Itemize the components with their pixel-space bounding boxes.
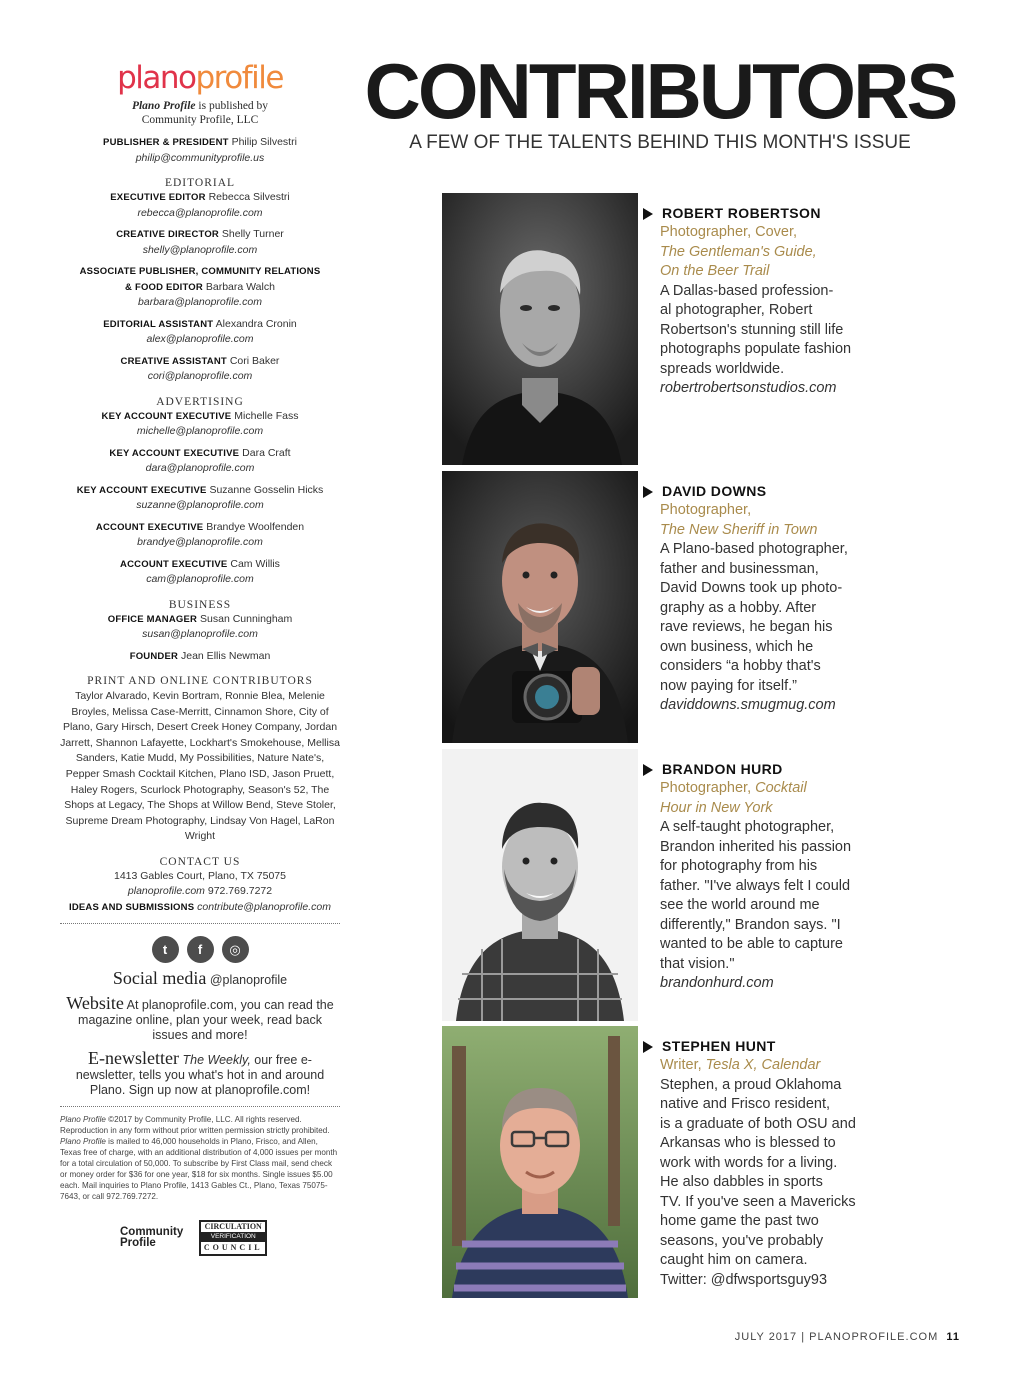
contributor-credit: Photographer, Cover, The Gentleman's Guide, On the Beer Trail — [660, 224, 817, 279]
staff-email[interactable]: barbara@planoprofile.com — [138, 296, 262, 308]
staff-entry: OFFICE MANAGER Susan Cunningham susan@planoprofile.com — [107, 612, 293, 640]
contributor-website[interactable]: robertrobertsonstudios.com — [660, 380, 837, 396]
founder-entry: FOUNDER Jean Ellis Newman — [129, 649, 271, 662]
publisher-logos — [60, 1220, 340, 1256]
staff-entry: ACCOUNT EXECUTIVE Cam Willis cam@planoprofile.com — [120, 557, 280, 585]
contributor-bio: A self-taught photographer, Brandon inherited his passion for photography from his father. "I've always felt I could see the world around me differently," Brandon says. "I wanted to be able to capture that vision." — [660, 819, 852, 972]
page-footer: JULY 2017 | PLANOPROFILE.COM 11 — [734, 1331, 960, 1343]
circulation-verification-council-logo: CIRCULATION VERIFICATION COUNCIL — [199, 1220, 267, 1256]
staff-email[interactable]: susan@planoprofile.com — [142, 628, 258, 640]
twitter-icon[interactable]: t — [152, 936, 179, 963]
triangle-bullet-icon — [643, 486, 653, 498]
contributor-info — [660, 1036, 860, 1290]
headline — [360, 48, 960, 154]
triangle-bullet-icon — [643, 764, 653, 776]
published-by: Plano Profile is published by Community Profile, LLC — [131, 100, 269, 126]
footer-site-link[interactable]: PLANOPROFILE.COM — [809, 1331, 939, 1343]
contributor-info — [660, 481, 860, 716]
contact-info: 1413 Gables Court, Plano, TX 75075 planoprofile.com 972.769.7272 IDEAS AND SUBMISSIONS contribute@planoprofile.com — [68, 869, 331, 913]
staff-email[interactable]: rebecca@planoprofile.com — [137, 206, 263, 219]
contributor-card — [442, 1026, 972, 1298]
contributors-list: Taylor Alvarado, Kevin Bortram, Ronnie Blea, Melenie Broyles, Melissa Case-Merritt, Cinnamon Shore, City of Plano, Gary Hirsch, Desert Creek Honey Company, Jordan Jarrett, Shannon Lafayette, Lockhart's Smokehouse, Mellisa Sanders, Katie Mudd, My Possibilities, Nature Nate's, Pepper Smash Cocktail Kitchen, Plano ISD, Jason Pruett, Haley Rogers, Scurlock Photography, Season's 52, The Shops at Legacy, The Shops at Willow Bend, Steve Stoler, Supreme Dream Photography, Lindsay Von Hagel, LaRon Wright — [60, 690, 340, 843]
contributor-credit: Photographer, The New Sheriff in Town — [660, 502, 818, 538]
legal-text: Plano Profile ©2017 by Community Profile, LLC. All rights reserved. Reproduction in any form without prior written permission strictly prohibited. Plano Profile is mailed to 46,000 households in Plano, Frisco, and Allen, Texas free of charge, with an additional distribution of 4,000 issues per month for a total circulation of 50,000. To subscribe by First Class mail, send check or money order for $36 for one year, $18 for six months. Single issues $5.00 each. Mail inquiries to Plano Profile, 1413 Gables Ct., Plano, Texas 75075-7643, or call 972.769.7272. — [60, 1115, 338, 1202]
divider — [60, 1106, 340, 1107]
staff-entry: ASSOCIATE PUBLISHER, COMMUNITY RELATIONS & FOOD EDITOR Barbara Walch barbara@planoprofile.com — [79, 266, 321, 308]
publisher-email[interactable]: philip@communityprofile.us — [135, 151, 265, 164]
publisher-entry: PUBLISHER & PRESIDENT Philip Silvestri philip@communityprofile.us — [103, 136, 297, 164]
enewsletter-blurb: E-newsletter The Weekly, our free e-newsletter, tells you what's hot in and around Plano. Sign up now at planoprofile.com! — [75, 1048, 325, 1098]
contributor-card — [442, 193, 972, 465]
page-subtitle: A FEW OF THE TALENTS BEHIND THIS MONTH'S ISSUE — [409, 132, 911, 153]
staff-entry: CREATIVE DIRECTOR Shelly Turner shelly@planoprofile.com — [116, 228, 284, 256]
contributor-card — [442, 749, 972, 1021]
staff-email[interactable]: michelle@planoprofile.com — [136, 425, 264, 437]
staff-email[interactable]: cam@planoprofile.com — [146, 573, 254, 585]
contact-heading: CONTACT US — [159, 855, 241, 868]
triangle-bullet-icon — [643, 208, 653, 220]
instagram-icon[interactable]: ◎ — [222, 936, 249, 963]
contributor-photo — [442, 471, 638, 743]
contributor-name: ROBERT ROBERTSON — [660, 203, 860, 223]
advertising-heading: ADVERTISING — [156, 395, 244, 408]
contributor-website[interactable]: daviddowns.smugmug.com — [660, 697, 836, 713]
contributor-website[interactable]: brandonhurd.com — [660, 975, 774, 991]
submissions-email[interactable]: contribute@planoprofile.com — [197, 900, 331, 913]
contributors-heading: PRINT AND ONLINE CONTRIBUTORS — [87, 675, 313, 687]
triangle-bullet-icon — [643, 1041, 653, 1053]
staff-entry: ACCOUNT EXECUTIVE Brandye Woolfenden brandye@planoprofile.com — [95, 520, 305, 548]
divider — [60, 923, 340, 924]
masthead — [60, 58, 340, 1256]
contributor-name: STEPHEN HUNT — [660, 1036, 860, 1056]
contributor-bio: A Dallas-based profession- al photographer, Robert Robertson's stunning still life photographs populate fashion spreads worldwide. — [660, 282, 852, 377]
staff-entry: KEY ACCOUNT EXECUTIVE Suzanne Gosselin Hicks suzanne@planoprofile.com — [76, 483, 324, 511]
website-link[interactable]: planoprofile.com — [127, 885, 205, 898]
staff-entry: KEY ACCOUNT EXECUTIVE Dara Craft dara@planoprofile.com — [109, 446, 291, 474]
contributor-credit: Writer, Tesla X, Calendar — [660, 1057, 821, 1073]
business-heading: BUSINESS — [168, 598, 232, 611]
plano-profile-logo: planoprofile — [117, 60, 283, 96]
page-title: CONTRIBUTORS — [364, 47, 956, 135]
staff-entry: EDITORIAL ASSISTANT Alexandra Cronin alex@planoprofile.com — [103, 317, 297, 345]
community-profile-logo: Community Profile — [120, 1226, 184, 1250]
contributor-info — [660, 759, 860, 994]
contributor-bio: A Plano-based photographer, father and businessman, David Downs took up photo- graphy as a hobby. After rave reviews, he began his own business, which he considers “a hobby that's now paying for itself.” — [660, 541, 848, 694]
staff-email[interactable]: brandye@planoprofile.com — [137, 536, 263, 548]
website-blurb: Website At planoprofile.com, you can read the magazine online, plan your week, read back issues and more! — [66, 993, 334, 1043]
facebook-icon[interactable]: f — [187, 936, 214, 963]
staff-entry: CREATIVE ASSISTANT Cori Baker cori@planoprofile.com — [120, 354, 280, 382]
social-media-line: Social media @planoprofile — [112, 968, 288, 989]
contributor-info — [660, 203, 860, 399]
staff-email[interactable]: shelly@planoprofile.com — [142, 243, 258, 256]
page-number: 11 — [946, 1331, 960, 1343]
contributor-photo — [442, 749, 638, 1021]
contributor-name: DAVID DOWNS — [660, 481, 860, 501]
staff-email[interactable]: alex@planoprofile.com — [146, 333, 254, 345]
staff-entry: EXECUTIVE EDITOR Rebecca Silvestri rebecca@planoprofile.com — [110, 191, 290, 219]
contributor-name: BRANDON HURD — [660, 759, 860, 779]
contributor-photo — [442, 1026, 638, 1298]
staff-entry: KEY ACCOUNT EXECUTIVE Michelle Fass michelle@planoprofile.com — [101, 409, 299, 437]
contributor-bio: Stephen, a proud Oklahoma native and Frisco resident, is a graduate of both OSU and Arkansas who is blessed to work with words for a living. He also dabbles in sports TV. If you've seen a Mavericks home game the past two seasons, you've probably caught him on camera. Twitter: @dfwsportsguy93 — [660, 1076, 856, 1288]
social-icons — [60, 936, 340, 963]
staff-email[interactable]: cori@planoprofile.com — [147, 370, 253, 382]
editorial-heading: EDITORIAL — [164, 177, 236, 189]
contributor-credit: Photographer, Cocktail Hour in New York — [660, 780, 807, 816]
contributor-photo — [442, 193, 638, 465]
contributor-card — [442, 471, 972, 743]
staff-email[interactable]: suzanne@planoprofile.com — [136, 499, 264, 511]
staff-email[interactable]: dara@planoprofile.com — [145, 462, 255, 474]
